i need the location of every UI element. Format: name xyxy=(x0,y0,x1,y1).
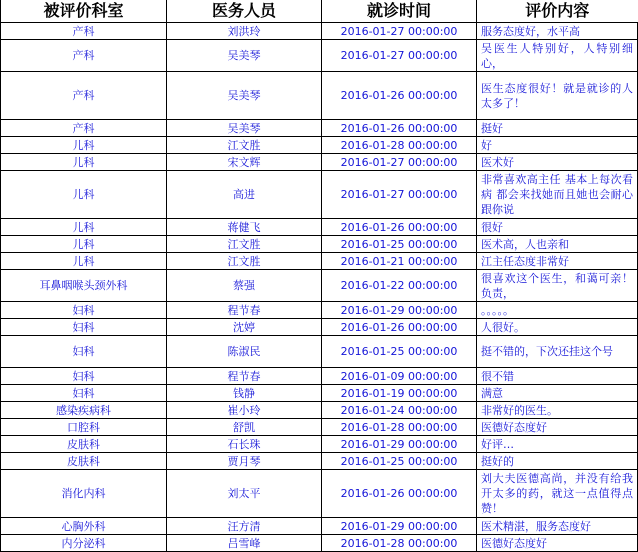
staff-cell: 程节春 xyxy=(167,302,322,319)
comment-cell: 好评… xyxy=(477,436,638,453)
header-visit-time: 就诊时间 xyxy=(322,0,477,23)
table-row xyxy=(1,72,638,120)
visit-time-cell: 2016-01-26 00:00:00 xyxy=(322,219,477,236)
department-cell: 儿科 xyxy=(1,154,167,171)
header-evaluation-content: 评价内容 xyxy=(477,0,638,23)
visit-time-cell: 2016-01-25 00:00:00 xyxy=(322,236,477,253)
comment-cell: 很好 xyxy=(477,219,638,236)
table-row xyxy=(1,436,638,453)
comment-cell: 医术好 xyxy=(477,154,638,171)
table-row xyxy=(1,336,638,368)
staff-cell: 沈婷 xyxy=(167,319,322,336)
department-cell: 产科 xyxy=(1,23,167,40)
staff-cell: 陈淑民 xyxy=(167,336,322,368)
comment-cell: 非常喜欢高主任 基本上每次看病 都会来找她而且她也会耐心跟你说 xyxy=(477,171,638,219)
department-cell: 妇科 xyxy=(1,368,167,385)
comment-cell: 医术精湛，服务态度好 xyxy=(477,518,638,535)
staff-cell: 吕雪峰 xyxy=(167,535,322,552)
staff-cell: 宋文辉 xyxy=(167,154,322,171)
staff-cell: 蔡强 xyxy=(167,270,322,302)
table-row xyxy=(1,302,638,319)
visit-time-cell: 2016-01-26 00:00:00 xyxy=(322,319,477,336)
comment-cell: 医术高，人也亲和 xyxy=(477,236,638,253)
table-row xyxy=(1,137,638,154)
department-cell: 妇科 xyxy=(1,302,167,319)
table-row xyxy=(1,385,638,402)
visit-time-cell: 2016-01-09 00:00:00 xyxy=(322,368,477,385)
table-row xyxy=(1,319,638,336)
comment-cell: 好 xyxy=(477,137,638,154)
staff-cell: 程节春 xyxy=(167,368,322,385)
department-cell: 儿科 xyxy=(1,219,167,236)
department-cell: 产科 xyxy=(1,40,167,72)
table-row xyxy=(1,368,638,385)
visit-time-cell: 2016-01-22 00:00:00 xyxy=(322,270,477,302)
visit-time-cell: 2016-01-25 00:00:00 xyxy=(322,336,477,368)
table-row xyxy=(1,518,638,535)
comment-cell: 人很好。 xyxy=(477,319,638,336)
table-row xyxy=(1,120,638,137)
comment-cell: 医德好态度好 xyxy=(477,535,638,552)
visit-time-cell: 2016-01-28 00:00:00 xyxy=(322,535,477,552)
table-row xyxy=(1,154,638,171)
header-medical-staff: 医务人员 xyxy=(167,0,322,23)
staff-cell: 江文胜 xyxy=(167,236,322,253)
comment-cell: 挺好 xyxy=(477,120,638,137)
staff-cell: 吴美琴 xyxy=(167,120,322,137)
visit-time-cell: 2016-01-21 00:00:00 xyxy=(322,253,477,270)
department-cell: 皮肤科 xyxy=(1,436,167,453)
visit-time-cell: 2016-01-25 00:00:00 xyxy=(322,453,477,470)
department-cell: 儿科 xyxy=(1,236,167,253)
table-row xyxy=(1,23,638,40)
department-cell: 儿科 xyxy=(1,253,167,270)
comment-cell: 挺不错的，下次还挂这个号 xyxy=(477,336,638,368)
staff-cell: 江文胜 xyxy=(167,137,322,154)
visit-time-cell: 2016-01-29 00:00:00 xyxy=(322,436,477,453)
table-row xyxy=(1,171,638,219)
department-cell: 内分泌科 xyxy=(1,535,167,552)
staff-cell: 崔小玲 xyxy=(167,402,322,419)
visit-time-cell: 2016-01-26 00:00:00 xyxy=(322,470,477,518)
table-row xyxy=(1,470,638,518)
visit-time-cell: 2016-01-27 00:00:00 xyxy=(322,40,477,72)
table-body xyxy=(1,23,638,552)
comment-cell: 非常好的医生。 xyxy=(477,402,638,419)
staff-cell: 刘洪玲 xyxy=(167,23,322,40)
table-row xyxy=(1,402,638,419)
department-cell: 妇科 xyxy=(1,319,167,336)
table-row xyxy=(1,219,638,236)
staff-cell: 钱静 xyxy=(167,385,322,402)
department-cell: 儿科 xyxy=(1,137,167,154)
staff-cell: 江文胜 xyxy=(167,253,322,270)
comment-cell: 江主任态度非常好 xyxy=(477,253,638,270)
staff-cell: 高进 xyxy=(167,171,322,219)
visit-time-cell: 2016-01-27 00:00:00 xyxy=(322,154,477,171)
comment-cell: 很喜欢这个医生，和蔼可亲！负责， xyxy=(477,270,638,302)
staff-cell: 贾月琴 xyxy=(167,453,322,470)
visit-time-cell: 2016-01-29 00:00:00 xyxy=(322,518,477,535)
visit-time-cell: 2016-01-28 00:00:00 xyxy=(322,137,477,154)
table-row xyxy=(1,419,638,436)
staff-cell: 蒋健飞 xyxy=(167,219,322,236)
visit-time-cell: 2016-01-27 00:00:00 xyxy=(322,23,477,40)
staff-cell: 刘太平 xyxy=(167,470,322,518)
comment-cell: 医德好态度好 xyxy=(477,419,638,436)
comment-cell: 医生态度很好！就是就诊的人太多了！ xyxy=(477,72,638,120)
visit-time-cell: 2016-01-26 00:00:00 xyxy=(322,72,477,120)
comment-cell: 吴医生人特别好，人特别细心， xyxy=(477,40,638,72)
table-row xyxy=(1,453,638,470)
department-cell: 产科 xyxy=(1,120,167,137)
staff-cell: 吴美琴 xyxy=(167,40,322,72)
table-row xyxy=(1,535,638,552)
department-cell: 口腔科 xyxy=(1,419,167,436)
comment-cell: 。。。。。 xyxy=(477,302,638,319)
staff-cell: 吴美琴 xyxy=(167,72,322,120)
department-cell: 产科 xyxy=(1,72,167,120)
visit-time-cell: 2016-01-26 00:00:00 xyxy=(322,120,477,137)
visit-time-cell: 2016-01-29 00:00:00 xyxy=(322,302,477,319)
visit-time-cell: 2016-01-27 00:00:00 xyxy=(322,171,477,219)
table-header xyxy=(1,0,638,23)
visit-time-cell: 2016-01-19 00:00:00 xyxy=(322,385,477,402)
department-cell: 感染疾病科 xyxy=(1,402,167,419)
header-evaluated-department: 被评价科室 xyxy=(1,0,167,23)
comment-cell: 很不错 xyxy=(477,368,638,385)
department-cell: 妇科 xyxy=(1,385,167,402)
department-cell: 儿科 xyxy=(1,171,167,219)
department-cell: 皮肤科 xyxy=(1,453,167,470)
staff-cell: 石长珠 xyxy=(167,436,322,453)
department-cell: 耳鼻咽喉头颈外科 xyxy=(1,270,167,302)
visit-time-cell: 2016-01-24 00:00:00 xyxy=(322,402,477,419)
staff-cell: 舒凯 xyxy=(167,419,322,436)
table-row xyxy=(1,40,638,72)
table-row xyxy=(1,253,638,270)
department-cell: 妇科 xyxy=(1,336,167,368)
table-row xyxy=(1,236,638,253)
table-row xyxy=(1,270,638,302)
comment-cell: 刘大夫医德高尚，并没有给我开太多的药，就这一点值得点赞！ xyxy=(477,470,638,518)
visit-time-cell: 2016-01-28 00:00:00 xyxy=(322,419,477,436)
staff-cell: 汪方清 xyxy=(167,518,322,535)
comment-cell: 满意 xyxy=(477,385,638,402)
department-cell: 心胸外科 xyxy=(1,518,167,535)
department-cell: 消化内科 xyxy=(1,470,167,518)
comment-cell: 挺好的 xyxy=(477,453,638,470)
comment-cell: 服务态度好，水平高 xyxy=(477,23,638,40)
